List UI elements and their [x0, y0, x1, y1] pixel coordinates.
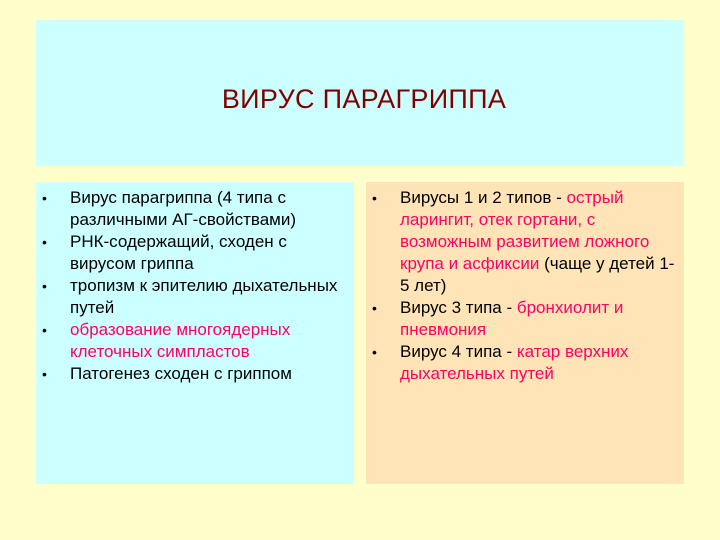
list-item [366, 297, 678, 341]
right-column [366, 182, 684, 484]
bullet-icon: • [372, 300, 377, 316]
list-item [36, 275, 346, 319]
list-item-text: РНК-содержащий, сходен с вирусом гриппа [70, 232, 287, 273]
list-item [36, 231, 346, 275]
list-item [36, 319, 346, 363]
list-item-highlight: острый ларингит, отек гортани, с возможным развитием ложного крупа и асфиксии [400, 188, 650, 273]
list-item [36, 363, 346, 385]
title-box [36, 20, 684, 166]
bullet-icon: • [42, 366, 47, 382]
list-item [366, 187, 678, 297]
list-item-text: Вирус парагриппа (4 типа с различными АГ-свойствами) [70, 188, 297, 229]
right-bullet-list [366, 182, 684, 385]
bullet-icon: • [372, 190, 377, 206]
bullet-icon: • [42, 190, 47, 206]
list-item-highlight: бронхиолит и пневмония [400, 298, 624, 339]
list-item-tail: (чаще у детей 1-5 лет) [400, 254, 675, 295]
bullet-icon: • [42, 278, 47, 294]
bullet-icon: • [42, 234, 47, 250]
list-item [366, 341, 678, 385]
list-item [36, 187, 346, 231]
list-item-highlight: катар верхних дыхательных путей [400, 342, 629, 383]
list-item-text: Патогенез сходен с гриппом [70, 364, 292, 383]
left-bullet-list [36, 182, 354, 385]
list-item-text: Вирусы 1 и 2 типов - [400, 188, 562, 207]
list-item-text: тропизм к эпителию дыхательных путей [70, 276, 338, 317]
bullet-icon: • [42, 322, 47, 338]
list-item-text: Вирус 3 типа - [400, 298, 517, 317]
list-item-text: Вирус 4 типа - [400, 342, 517, 361]
left-column [36, 182, 354, 484]
bullet-icon: • [372, 344, 377, 360]
list-item-highlight: образование многоядерных клеточных симпластов [70, 320, 291, 361]
page-title: ВИРУС ПАРАГРИППА [221, 83, 507, 114]
